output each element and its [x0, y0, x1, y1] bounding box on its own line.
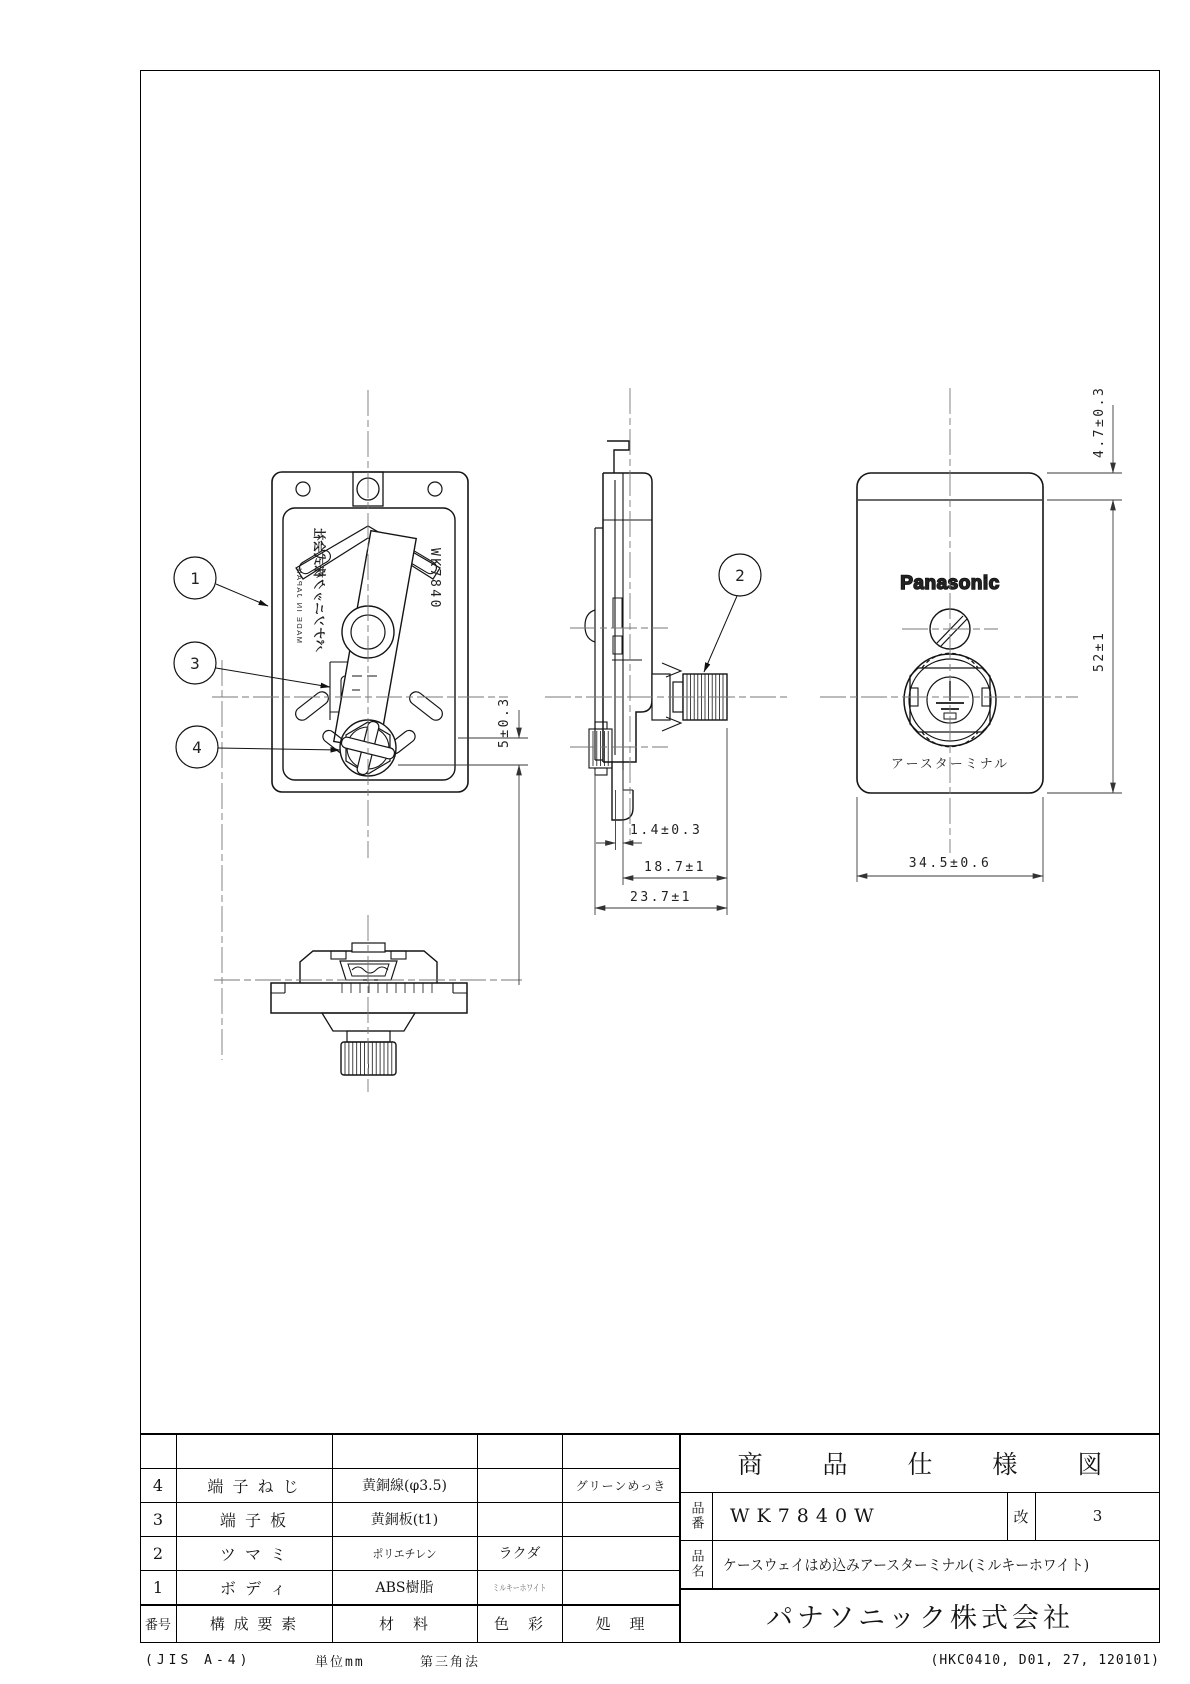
footer-unit: 単位mm — [315, 1654, 365, 1670]
product-name-text: ケースウェイはめ込みアースターミナル(ミルキーホワイト) — [723, 1555, 1090, 1574]
row3-material: 黄銅板(t1) — [370, 1512, 439, 1528]
row2-no: 2 — [152, 1543, 164, 1563]
part-no-label: 品番 — [688, 1501, 704, 1531]
col-header-component: 構 成 要 素 — [209, 1615, 299, 1633]
row1-finish — [562, 1570, 680, 1604]
balloon-3 — [174, 642, 330, 687]
svg-text:4: 4 — [192, 738, 202, 757]
col-header-material: 材 料 — [378, 1615, 430, 1633]
row4-color — [477, 1468, 562, 1502]
company-name: パナソニック株式会社 — [765, 1603, 1075, 1634]
footer-projection: 第三角法 — [420, 1654, 481, 1670]
svg-text:1: 1 — [190, 569, 200, 588]
revision-value: 3 — [1092, 1507, 1103, 1525]
col-header-no: 番号 — [144, 1618, 171, 1633]
row2-component: ツ マ ミ — [219, 1544, 289, 1564]
dim-plate-width: 34.5±0.6 — [908, 856, 992, 871]
row3-color — [477, 1502, 562, 1536]
dim-top-edge-offset: 4.7±0.3 — [1092, 385, 1107, 458]
model-marking: WK7840 — [427, 548, 442, 610]
window-slot-1 — [613, 598, 622, 628]
row3-no: 3 — [152, 1509, 164, 1529]
row4-component: 端 子 ね じ — [207, 1476, 301, 1496]
latch-inner — [348, 964, 389, 976]
flange-ticks — [342, 983, 432, 993]
top-tab-profile — [607, 441, 629, 473]
row4-no: 4 — [152, 1475, 164, 1495]
dim-plate-height: 52±1 — [1092, 630, 1107, 672]
balloon-4 — [176, 726, 340, 768]
window-slot-2 — [613, 636, 622, 654]
side-view — [585, 441, 727, 820]
row1-component: ボ デ ィ — [219, 1578, 289, 1598]
brand-marking: パナソニック株式会社 — [312, 527, 326, 652]
origin-marking: MADE IN JAPAN — [295, 566, 304, 643]
row3-component: 端 子 板 — [219, 1510, 289, 1530]
rear-flange — [595, 528, 603, 760]
internal-lines — [603, 520, 652, 660]
terminal-label: アースターミナル — [890, 756, 1010, 771]
revision-label: 改 — [1013, 1507, 1029, 1526]
dim-knob-projection: 18.7±1 — [644, 860, 706, 875]
row2-finish — [562, 1536, 680, 1570]
latch-wing-right — [391, 951, 406, 959]
row4-finish: グリーンめっき — [575, 1478, 667, 1493]
product-name-label: 品名 — [688, 1549, 704, 1579]
dim-screw-offset: 5±0.3 — [497, 696, 512, 748]
spring-squiggle — [352, 967, 388, 973]
mount-hole-right — [428, 482, 442, 496]
body-top-left — [300, 951, 352, 983]
ext-lines-depth — [595, 728, 727, 915]
footer-sheet-size: (JIS A-4) — [145, 1652, 252, 1668]
sheet-title: 商 品 仕 様 図 — [737, 1449, 1129, 1479]
body-top-right — [385, 951, 437, 983]
knurled-knob-bottom — [341, 1042, 396, 1075]
row1-material: ABS樹脂 — [375, 1580, 434, 1596]
latch-wing-left — [331, 951, 346, 959]
row3-finish — [562, 1502, 680, 1536]
footer-doc-code: (HKC0410, D01, 27, 120101) — [930, 1652, 1160, 1668]
row4-material: 黄銅線(φ3.5) — [362, 1478, 447, 1494]
clamp-arm-upper-left — [293, 689, 331, 723]
panasonic-logo: Panasonic — [900, 573, 1000, 594]
knob-collar — [347, 1031, 390, 1042]
svg-text:3: 3 — [190, 654, 200, 673]
dimensions — [398, 386, 1122, 985]
bottom-knurl — [589, 722, 612, 775]
row1-color: ミルキーホワイト — [492, 1583, 547, 1594]
neck-trapezoid — [322, 1013, 415, 1031]
mount-hole-left — [296, 482, 310, 496]
row2-color: ラクダ — [498, 1546, 541, 1562]
svg-text:2: 2 — [735, 566, 745, 585]
latch-cap — [352, 943, 385, 952]
balloon-1 — [174, 557, 268, 606]
back-view — [272, 472, 468, 792]
balloon-2 — [704, 554, 761, 672]
dim-plate-thickness: 1.4±0.3 — [630, 823, 703, 838]
part-no-value: WK7840W — [730, 1505, 881, 1527]
ext-lines-height — [1047, 473, 1122, 793]
clamp-arm-upper-right — [407, 689, 445, 723]
col-header-finish: 処 理 — [595, 1615, 647, 1633]
body-top-right-outline — [603, 473, 652, 762]
col-header-color: 色 彩 — [493, 1615, 545, 1633]
left-bump — [585, 610, 595, 642]
bottom-view — [271, 943, 467, 1075]
row2-material: ポリエチレン — [372, 1546, 437, 1561]
product-name-value — [712, 1540, 1160, 1588]
dim-overall-depth: 23.7±1 — [630, 890, 692, 905]
row1-no: 1 — [152, 1577, 164, 1597]
